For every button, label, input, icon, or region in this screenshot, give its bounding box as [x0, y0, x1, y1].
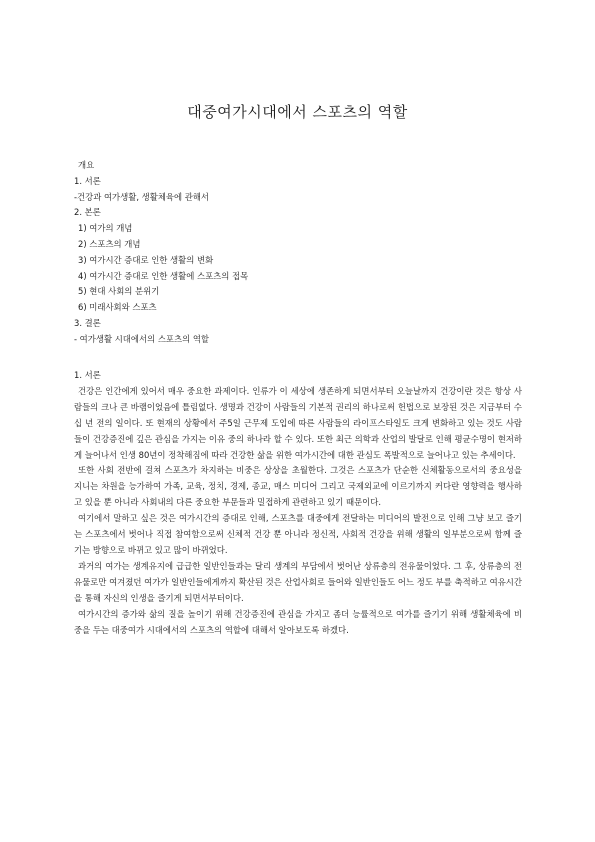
outline-item: - 여가생활 시대에서의 스포츠의 역할 [74, 333, 210, 344]
body-paragraph: 여가시간의 증가와 삶의 질을 높이기 위해 건강증진에 관심을 가지고 좀더 능률적으로 여가를 즐기기 위해 생활체육에 비중을 두는 대중여가 시대에서의 스포츠의 역할에 대해서 알아보도록 하겠다. [74, 608, 522, 635]
outline-item: 3. 결론 [74, 317, 101, 328]
outline-subitem: 2) 스포츠의 개념 [78, 238, 141, 249]
outline-heading: 개요 [78, 160, 95, 170]
outline-subitem: 4) 여가시간 증대로 인한 생활에 스포츠의 접목 [78, 270, 249, 281]
body-paragraph: 여기에서 말하고 싶은 것은 여가시간의 증대로 인해, 스포츠를 대중에게 전달하는 미디어의 발전으로 인해 그냥 보고 즐기는 스포츠에서 벗어나 직접 참여함으로써 신체적 건강 뿐 아니라 정신적, 사회적 건강을 위해 생활의 일부분으로써 함께 즐기는 방향으로 바뀌고 있고 많이 바뀌었다. [74, 513, 522, 555]
outline-item: 1. 서론 [74, 175, 101, 186]
section-heading: 1. 서론 [74, 370, 101, 380]
outline-subitem: 3) 여가시간 증대로 인한 생활의 변화 [78, 254, 214, 265]
body-paragraph: 또한 사회 전반에 걸쳐 스포츠가 차지하는 비중은 상상을 초월한다. 그것은 스포츠가 단순한 신체활동으로서의 중요성을 지니는 차원을 능가하여 가족, 교육, 정치, 경제, 종교, 매스 미디어 그리고 국제외교에 이르기까지 커다란 영향력을 행사하고 있을 뿐 아니라 사회내의 다른 중요한 부문들과 밀접하게 관련하고 있기 때문이다. [74, 465, 522, 508]
body-paragraph: 과거의 여가는 생계유지에 급급한 일반인들과는 달리 생계의 부담에서 벗어난 상류층의 전유물이었다. 그 후, 상류층의 전유물로만 여겨졌던 여가가 일반인들에게까지 확산된 것은 산업사회로 들어와 일반인들도 어느 정도 부를 축적하고 여유시간을 통해 자신의 인생을 즐기게 되면서부터이다. [74, 560, 522, 603]
outline-subitem: 5) 현대 사회의 분위기 [78, 286, 160, 297]
outline-subitem: 1) 여가의 개념 [78, 223, 133, 234]
outline-item: -건강과 여가생활, 생활체육에 관해서 [74, 191, 210, 202]
outline-section [74, 158, 248, 348]
document-title: 대중여가시대에서 스포츠의 역할 [187, 103, 408, 121]
body-paragraph: 건강은 인간에게 있어서 매우 중요한 과제이다. 인류가 이 세상에 생존하게 되면서부터 오늘날까지 건강이란 것은 항상 사람들의 크나 큰 바램이었음에 틀림없다. 생명과 건강이 사람들의 기본적 권리의 하나로써 헌법으로 보장된 것은 지금부터 수십 년 전의 일이다. 또 현재의 상황에서 주5일 근무제 도입에 따른 사람들의 라이프스타일도 크게 변화하고 있는 것도 사람들이 건강증진에 깊은 관심을 가지는 이유 중의 하나라 할 수 있다. 또한 최근 의학과 산업의 발달로 인해 평균수명이 현저하게 늘어나서 인생 80년이 정착해짐에 따라 건강한 삶을 위한 여가시간에 대한 관심도 폭발적으로 늘어나고 있는 추세이다. [74, 385, 522, 460]
outline-subitem: 6) 미래사회와 스포츠 [78, 302, 157, 313]
body-section [74, 368, 522, 638]
outline-item: 2. 본론 [74, 207, 101, 218]
